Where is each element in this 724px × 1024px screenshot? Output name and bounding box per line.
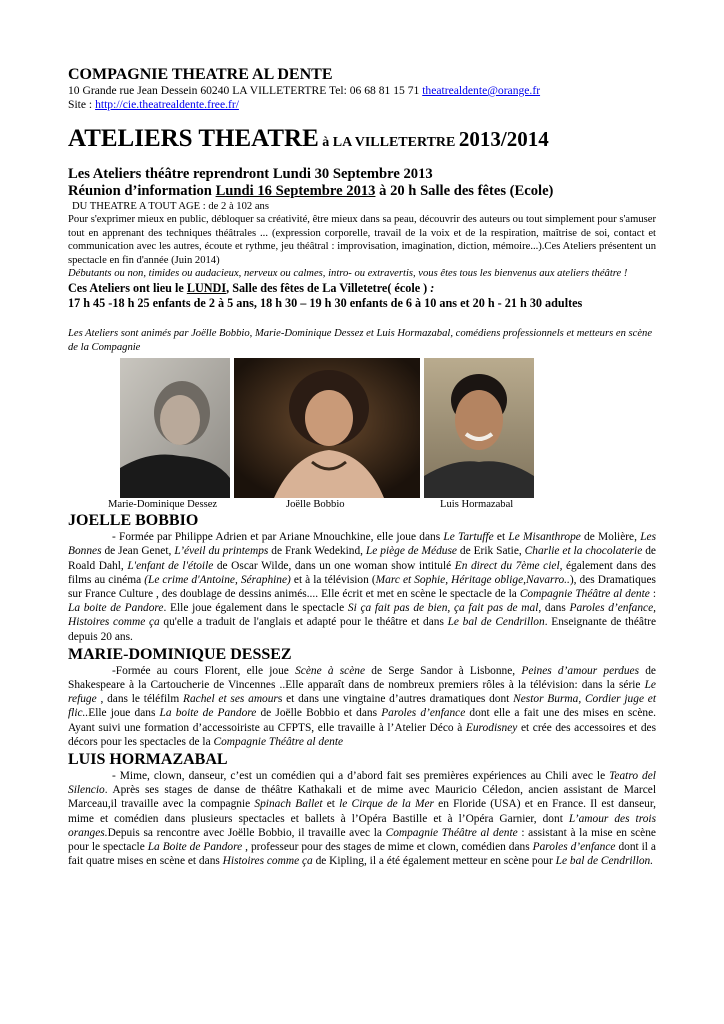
bio-joelle-segment: - Formée par Philippe Adrien et par Ariane Mnouchkine, elle joue dans	[112, 531, 444, 544]
bio-joelle-segment: et à la télévision (	[290, 573, 376, 586]
bio-marie-segment: Elle joue dans	[88, 707, 160, 720]
title-main: ATELIERS THEATRE	[68, 125, 319, 152]
bio-luis-segment: : assistant à la mise en scène pour le spectacle	[68, 826, 656, 854]
bio-luis-segment: . Après ses stages de danse de théâtre Kathakali et de mime avec Mauricio Céledon, ancien assistant de Marcel Marceau,il travaille avec la compagnie	[68, 784, 656, 811]
bio-joelle-segment: de Oscar Wilde, dans un one woman show intitulé	[213, 559, 455, 572]
schedule-line: 17 h 45 -18 h 25 enfants de 2 à 5 ans, 18 h 30 – 19 h 30 enfants de 6 à 10 ans et 20 h - 21 h 30 adultes	[68, 295, 583, 310]
welcome-main: Débutants ou non, timides ou audacieux, nerveux ou calmes, intro- ou extravertis, vous êtes tous les bienvenus aux ateliers théâtre !	[68, 268, 628, 280]
bio-joelle-segment: également dans des films au cinéma	[68, 559, 656, 586]
section-title-joelle: JOELLE BOBBIO	[68, 512, 199, 530]
bio-joelle-segment: de Jean Genet,	[101, 545, 175, 558]
bio-marie-segment: La boite de Pandore	[159, 707, 257, 720]
bio-joelle-segment: Le piège de Méduse	[365, 545, 457, 558]
photo-luis	[424, 358, 534, 498]
bio-luis-segment: Paroles d’enfance	[532, 841, 616, 854]
bio-joelle-segment: , dans	[538, 602, 570, 615]
ages-line: DU THEATRE A TOUT AGE : de 2 à 102 ans	[72, 201, 269, 212]
bio-marie-segment: Le refuge	[68, 678, 656, 706]
site-label: Site :	[68, 98, 96, 111]
venue-tail: :	[427, 280, 435, 295]
bio-marie-segment: Paroles d’enfance	[381, 707, 466, 720]
bio-marie-segment: de Shakespeare à la Cartoucherie de Vincennes ..Elle apparaît dans de nombreux premiers rôles à la télévision: dans la série	[68, 664, 656, 691]
caption-joelle: Joëlle Bobbio	[286, 499, 345, 511]
bio-luis-segment: dont il a fait quatre mises en scène et dans	[68, 841, 656, 868]
bio-joelle-segment: Si ça fait pas de bien, ça fait pas de mal	[347, 602, 539, 615]
bio-joelle-segment: et	[493, 531, 509, 544]
bio-luis-segment: - Mime, clown, danseur, c’est un comédien qui a d’abord fait ses premières expériences au Chili avec le	[112, 770, 610, 782]
bio-joelle-segment: Les Bonnes	[68, 531, 657, 558]
venue-line	[68, 281, 656, 296]
bio-joelle-segment: Le bal de Cendrillon	[447, 616, 545, 629]
bio-marie-segment: Compagnie Théâtre al dente	[213, 735, 344, 748]
bio-joelle-segment: Charlie et la chocolaterie	[524, 545, 643, 558]
section-title-luis: LUIS HORMAZABAL	[68, 751, 228, 768]
site-link[interactable]: http://cie.theatrealdente.free.fr/	[95, 98, 239, 111]
photo-marie-dominique	[120, 358, 230, 498]
bio-joelle-segment: Paroles d’enfance, Histoires comme ça	[68, 602, 656, 629]
bio-luis-segment: Histoires comme ça	[222, 855, 313, 868]
bio-luis-segment: Le bal de Cendrillon.	[555, 855, 654, 868]
company-name: COMPAGNIE THEATRE AL DENTE	[68, 66, 333, 83]
bio-luis-segment: et	[322, 798, 340, 811]
bio-joelle-segment: :	[649, 587, 656, 600]
description: Pour s'exprimer mieux en public, débloquer sa créativité, être mieux dans sa peau, découvrir des auteurs ou tout simplement pour s'amuser tout en apprenant des techniques théâtrales ... (expression corporelle, travail de la voix et de la respiration, maîtrise de soi, contact et communication avec les autres, écoute et rythme, jeu théâtral : improvisation, imagination, diction, mémoire...).Ces Ateliers présentent un spectacle en fin d'année (Juin 2014)	[68, 214, 656, 266]
bio-joelle-segment: L’éveil du printemps	[174, 545, 269, 558]
bio-marie-segment: Scène à scène	[295, 664, 366, 677]
bio-luis-segment: , professeur pour des stages de mime et clown, comédien dans	[242, 841, 533, 854]
info-meeting	[68, 183, 656, 200]
bio-joelle-segment: de Molière,	[580, 531, 641, 544]
animators-text: Les Ateliers sont animés par Joëlle Bobbio, Marie-Dominique Dessez et Luis Hormazabal, comédiens professionnels et metteurs en scène de la Compagnie	[68, 327, 653, 353]
bio-joelle-segment: Le Misanthrope	[508, 531, 581, 544]
bio-marie-segment: de Joëlle Bobbio et dans	[256, 707, 382, 720]
bio-joelle	[68, 530, 656, 644]
bio-luis-segment: le Cirque de la Mer	[339, 798, 434, 811]
bio-joelle-segment: qu'elle a traduit de l'anglais et adapté pour le théâtre et dans	[159, 616, 448, 629]
info-meeting-pre: Réunion d’information	[68, 183, 216, 199]
bio-joelle-segment: ), des Dramatiques sur France Culture , des doublage de dessins animés.... Elle écrit et met en scène le spectacle de la	[68, 573, 656, 600]
bio-luis-segment: Teatro del Silencio	[68, 770, 656, 797]
bio-luis-segment: Depuis sa rencontre avec Joëlle Bobbio, il travaille avec la	[107, 826, 386, 839]
company-address: 10 Grande rue Jean Dessein 60240 LA VILLETERTRE Tel: 06 68 81 15 71	[68, 84, 420, 97]
bio-joelle-segment: Le Tartuffe	[443, 531, 494, 544]
document-page	[68, 66, 656, 868]
venue-day: LUNDI	[186, 280, 227, 295]
bio-luis-segment: de Kipling, il a été également metteur en scène pour	[312, 855, 556, 868]
email-link[interactable]: theatrealdente@orange.fr	[422, 84, 541, 97]
photo-strip	[68, 358, 656, 510]
bio-joelle-segment: En direct du 7ème ciel,	[454, 559, 563, 572]
restart-date: Les Ateliers théâtre reprendront Lundi 30 Septembre 2013	[68, 166, 433, 182]
venue-pre: Ces Ateliers ont lieu le	[68, 280, 187, 295]
bio-luis	[68, 769, 656, 868]
caption-luis: Luis Hormazabal	[440, 499, 514, 511]
bio-marie	[68, 664, 656, 749]
bio-joelle-segment: de Erik Satie,	[456, 545, 525, 558]
venue-post: , Salle des fêtes de La Villetetre( école )	[226, 280, 428, 295]
company-address-line	[68, 84, 656, 98]
section-title-marie: MARIE-DOMINIQUE DESSEZ	[68, 645, 292, 663]
page-title	[68, 124, 656, 158]
bio-joelle-segment: L'enfant de l'étoile	[127, 559, 214, 572]
bio-marie-segment: -Formée au cours Florent, elle joue	[112, 664, 296, 677]
bio-luis-segment: L’amour des trois oranges.	[68, 812, 656, 839]
bio-marie-segment: s et dans une vingtaine d’autres dramatiques dont	[277, 693, 514, 706]
info-meeting-post: à 20 h Salle des fêtes (Ecole)	[375, 183, 554, 199]
title-sub: à LA VILLETERTRE	[318, 135, 459, 150]
bio-marie-segment: et crée des accessoires et des décors pour les spectacles de la	[68, 721, 656, 748]
bio-joelle-segment: de Frank Wedekind,	[268, 545, 366, 558]
welcome-text	[68, 267, 656, 281]
title-year: 2013/2014	[458, 127, 549, 151]
bio-luis-segment: en Floride (USA) et en France. Il est danseur, mime et comédien dans plusieurs spectacles et ballets à l’Opéra Bastille et à l’Opéra Garnier, dont	[68, 798, 657, 825]
photo-joelle	[234, 358, 420, 498]
bio-luis-segment: Compagnie Théâtre al dente	[385, 826, 518, 839]
company-site-line	[68, 98, 656, 112]
bio-joelle-segment: . Elle joue également dans le spectacle	[163, 602, 348, 615]
bio-joelle-segment: La boite de Pandore	[68, 602, 164, 615]
bio-marie-segment: , dans le téléfilm	[96, 693, 183, 706]
bio-joelle-segment: (Le crime d'Antoine, Séraphine)	[144, 573, 291, 586]
bio-marie-segment: dont elle a fait une des mises en scène. Ayant suivi une formation d’accessoiriste au CFPTS, elle travaille à l’Atelier Déco à	[68, 707, 657, 734]
caption-marie-dominique: Marie-Dominique Dessez	[108, 499, 218, 511]
bio-joelle-segment: Marc et Sophie, Héritage oblige,Navarro..	[375, 573, 570, 586]
bio-luis-segment: Spinach Ballet	[254, 798, 323, 811]
bio-joelle-segment: de Roald Dahl,	[68, 545, 656, 572]
bio-marie-segment: de Serge Sandor à Lisbonne,	[365, 664, 522, 677]
bio-marie-segment: Rachel et ses amour	[183, 693, 278, 706]
bio-marie-segment: Nestor Burma, Cordier juge et flic..	[68, 693, 657, 720]
bio-marie-segment: Peines d’amour perdues	[521, 664, 640, 677]
bio-joelle-segment: Compagnie Théâtre al dente	[519, 587, 650, 600]
bio-joelle-segment: . Enseignante de théâtre depuis 20 ans.	[68, 616, 656, 643]
bio-luis-segment: La Boite de Pandore	[147, 841, 243, 854]
info-meeting-date: Lundi 16 Septembre 2013	[215, 183, 376, 199]
bio-marie-segment: Eurodisney	[465, 721, 518, 734]
